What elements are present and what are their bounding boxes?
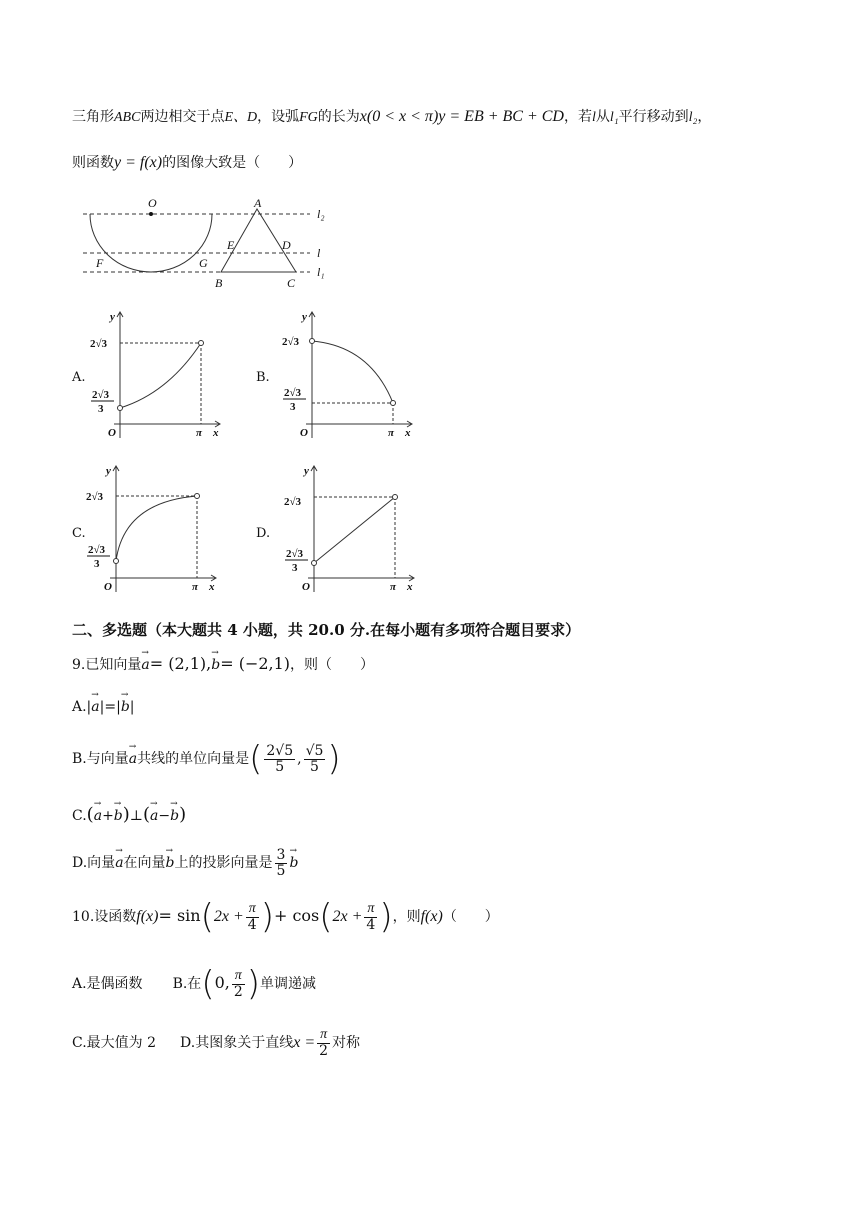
fraction bbox=[275, 848, 288, 878]
curve-a bbox=[120, 343, 201, 408]
top-value-label: 2√3 bbox=[282, 336, 300, 348]
origin-label: O bbox=[104, 581, 112, 593]
text: 两边相交于点 bbox=[140, 109, 225, 125]
text: 三角形 bbox=[72, 109, 114, 125]
text: − bbox=[158, 808, 171, 824]
math: x = bbox=[293, 1034, 316, 1052]
numerator: π bbox=[364, 902, 377, 918]
text: 10.设函数 bbox=[72, 909, 137, 925]
vector-b: → b bbox=[170, 808, 179, 824]
paren: ( bbox=[201, 964, 215, 1004]
q10-options-cd bbox=[72, 1028, 360, 1058]
curve-b bbox=[312, 341, 393, 403]
graph-c bbox=[84, 462, 224, 602]
numerator: π bbox=[232, 969, 245, 985]
low-num-label: 2√3 bbox=[284, 387, 302, 399]
text: 则函数 bbox=[72, 155, 114, 171]
low-num-label: 2√3 bbox=[286, 548, 304, 560]
vector-a: → a bbox=[115, 855, 123, 871]
low-den-label: 3 bbox=[292, 562, 298, 574]
problem8-figure bbox=[78, 192, 348, 292]
vector-b: → b bbox=[166, 855, 175, 871]
text: C. bbox=[72, 808, 87, 824]
numerator: 3 bbox=[276, 847, 286, 863]
denominator: 2 bbox=[319, 1042, 329, 1059]
q9-option-a bbox=[72, 699, 135, 715]
curve-c bbox=[116, 496, 197, 561]
math: = (2,1), bbox=[149, 654, 212, 673]
text: B.在 bbox=[172, 976, 202, 992]
x-label: x bbox=[407, 581, 413, 593]
label-G: G bbox=[199, 256, 208, 270]
text: 从 bbox=[595, 109, 610, 125]
vector-a: → a bbox=[94, 808, 102, 824]
math: y = EB + BC + CD bbox=[438, 108, 564, 125]
paren: ) bbox=[379, 897, 393, 937]
text: 单调递减 bbox=[260, 976, 317, 992]
paren: ( bbox=[200, 897, 214, 937]
graph-d bbox=[282, 462, 422, 602]
math: = sin bbox=[158, 906, 201, 925]
text: D.向量 bbox=[72, 855, 116, 872]
origin-label: O bbox=[108, 427, 116, 439]
math: y = f(x) bbox=[114, 154, 163, 171]
origin-label: O bbox=[302, 581, 310, 593]
text: 在向量 bbox=[123, 855, 166, 872]
fraction bbox=[364, 902, 377, 932]
line-d bbox=[314, 497, 395, 563]
text: ⊥ bbox=[129, 808, 143, 824]
denominator: 2 bbox=[233, 983, 243, 1000]
label-B: B bbox=[215, 276, 223, 290]
low-num-label: 2√3 bbox=[88, 544, 106, 556]
fraction bbox=[264, 744, 295, 774]
x-label: x bbox=[213, 427, 219, 439]
math: f(x) bbox=[420, 908, 443, 925]
q9-option-b: B.与向量→ a共线的单位向量是( $\frac{2√5}{5}$ , $\frac{√5}{5}$ ) bbox=[72, 742, 341, 776]
label-D: D bbox=[282, 238, 291, 252]
q10-options-ab bbox=[72, 964, 317, 1004]
pi-label: π bbox=[196, 427, 203, 439]
top-value-label: 2√3 bbox=[284, 496, 302, 508]
x-label: x bbox=[405, 427, 411, 439]
vector-a: → a bbox=[141, 657, 149, 673]
graph-a bbox=[88, 308, 228, 448]
label-l2: l₂ bbox=[317, 207, 325, 221]
q10-stem bbox=[72, 897, 499, 937]
math: 2x + bbox=[213, 908, 244, 925]
paren: ( bbox=[319, 897, 333, 937]
low-den-label: 3 bbox=[94, 558, 100, 570]
y-label: y bbox=[106, 465, 111, 477]
numerator: √5 bbox=[305, 742, 324, 759]
denominator: 4 bbox=[366, 916, 376, 933]
text: 对称 bbox=[332, 1035, 361, 1052]
y-label: y bbox=[110, 311, 115, 323]
y-label: y bbox=[302, 311, 307, 323]
text: B.与向量 bbox=[72, 751, 129, 767]
denominator: 5 bbox=[276, 862, 286, 879]
semicircle bbox=[90, 214, 212, 272]
text: ，设弧 bbox=[257, 109, 300, 125]
label-E: E bbox=[227, 238, 235, 252]
text: 平行移动到 bbox=[618, 109, 689, 125]
denominator: 5 bbox=[310, 758, 319, 775]
math: x(0 < x < π) bbox=[359, 108, 439, 125]
text: | bbox=[129, 699, 135, 715]
option-c: C.最大值为 2 bbox=[72, 1035, 157, 1052]
text: 的长为 bbox=[317, 109, 360, 125]
label-A: A bbox=[254, 196, 262, 210]
math: f(x) bbox=[136, 908, 159, 925]
text: ，则（ ） bbox=[290, 657, 375, 673]
label-l1: l₁ bbox=[317, 265, 325, 279]
paren: ) bbox=[260, 897, 274, 937]
label-C: C bbox=[287, 276, 296, 290]
math: l bbox=[591, 110, 596, 125]
label-O: O bbox=[148, 196, 157, 210]
vector-a: → a bbox=[150, 808, 158, 824]
origin-label: O bbox=[300, 427, 308, 439]
math: 0, bbox=[214, 973, 230, 992]
text: 共线的单位向量是 bbox=[137, 751, 250, 767]
vector-b: → b bbox=[121, 699, 130, 715]
text: D.其图象关于直线 bbox=[180, 1035, 294, 1052]
fraction bbox=[232, 969, 245, 999]
pi-label: π bbox=[192, 581, 199, 593]
text: ，若 bbox=[563, 109, 592, 125]
x-label: x bbox=[209, 581, 215, 593]
text: （ ） bbox=[442, 909, 499, 925]
low-num-label: 2√3 bbox=[92, 389, 110, 401]
math: l₁ bbox=[609, 110, 619, 125]
paren: ) bbox=[327, 739, 341, 779]
option-a-label: A. bbox=[72, 370, 86, 385]
q9-option-d bbox=[72, 848, 298, 878]
text: ， bbox=[697, 109, 712, 125]
text: FG bbox=[299, 110, 318, 125]
option-a: A.是偶函数 bbox=[72, 976, 143, 992]
numerator: 2√5 bbox=[266, 742, 294, 759]
option-c-label: C. bbox=[72, 526, 86, 541]
q9-option-c: C.(→ a+→ b)⊥(→ a−→ b) bbox=[72, 804, 186, 825]
denominator: 4 bbox=[247, 916, 257, 933]
option-b-label: B. bbox=[256, 370, 270, 385]
paren: ( bbox=[249, 739, 263, 779]
problem8-line1 bbox=[72, 106, 711, 126]
top-value-label: 2√3 bbox=[86, 491, 104, 503]
fraction bbox=[304, 744, 326, 774]
problem8-line2 bbox=[72, 152, 302, 172]
numerator: π bbox=[317, 1028, 330, 1044]
text: ，则 bbox=[392, 909, 421, 925]
top-value-label: 2√3 bbox=[90, 338, 108, 350]
option-d-label: D. bbox=[256, 526, 271, 541]
text: |=| bbox=[99, 699, 121, 715]
q9-stem bbox=[72, 654, 374, 674]
text: 上的投影向量是 bbox=[174, 855, 273, 872]
vector-b: → b bbox=[289, 855, 298, 871]
vector-a: → a bbox=[91, 699, 99, 715]
text: ABC bbox=[114, 110, 141, 125]
label-l: l bbox=[317, 246, 321, 260]
low-den-label: 3 bbox=[98, 403, 104, 415]
math: = (−2,1) bbox=[220, 654, 291, 673]
vector-a: → a bbox=[129, 751, 137, 767]
low-den-label: 3 bbox=[290, 401, 296, 413]
math: 2x + bbox=[332, 908, 363, 925]
text: A.| bbox=[72, 699, 92, 715]
pi-label: π bbox=[390, 581, 397, 593]
label-F: F bbox=[96, 256, 104, 270]
graph-b bbox=[280, 308, 420, 448]
paren: ) bbox=[246, 964, 261, 1004]
vector-b: → b bbox=[211, 657, 220, 673]
section2-heading: 二、多选题（本大题共 4 小题，共 20.0 分.在每小题有多项符合题目要求） bbox=[72, 621, 581, 639]
pi-label: π bbox=[388, 427, 395, 439]
fraction bbox=[246, 902, 259, 932]
math: + cos bbox=[273, 906, 320, 925]
text: + bbox=[102, 808, 114, 824]
text: E、D bbox=[224, 110, 258, 125]
text: 的图像大致是（ ） bbox=[162, 155, 303, 171]
math: l₂ bbox=[688, 110, 698, 125]
y-label: y bbox=[304, 465, 309, 477]
text: 9.已知向量 bbox=[72, 657, 142, 673]
vector-b: → b bbox=[114, 808, 123, 824]
fraction bbox=[317, 1028, 330, 1058]
numerator: π bbox=[246, 902, 259, 918]
denominator: 5 bbox=[275, 758, 285, 775]
